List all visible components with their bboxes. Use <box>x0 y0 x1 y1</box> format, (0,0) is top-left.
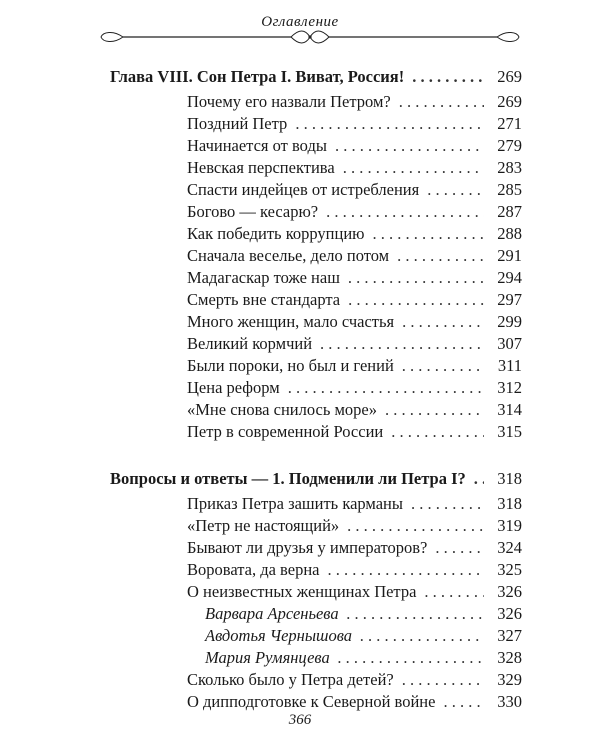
toc-entry-title: Мария Румянцева <box>205 648 330 667</box>
leader-dots <box>385 399 484 420</box>
toc-entry-page: 288 <box>497 224 522 243</box>
leader-dots <box>288 377 484 398</box>
toc-entry-page: 314 <box>497 400 522 419</box>
toc-entry[interactable] <box>187 559 522 580</box>
leader-dots <box>443 691 484 712</box>
toc-entry-title: Великий кормчий <box>187 334 313 353</box>
toc-entry-page: 269 <box>497 92 522 111</box>
toc-entry-title: Богово — кесарю? <box>187 202 319 221</box>
toc-entry-title: «Петр не настоящий» <box>187 516 340 535</box>
toc-entry-page: 311 <box>497 356 522 375</box>
toc-entry-title: «Мне снова снилось море» <box>187 400 377 419</box>
toc-entry-page: 285 <box>497 180 522 199</box>
toc-entry-page: 319 <box>497 516 522 535</box>
toc-entry-page: 291 <box>497 246 522 265</box>
toc-entry-title: Цена реформ <box>187 378 280 397</box>
toc-entry-page: 312 <box>497 378 522 397</box>
toc-entry[interactable] <box>187 493 522 514</box>
toc-entry-page: 287 <box>497 202 522 221</box>
toc-entry[interactable] <box>187 201 522 222</box>
toc-entry-title: Глава VIII. Сон Петра I. Виват, Россия! <box>110 67 405 86</box>
toc-entry-page: 318 <box>497 494 522 513</box>
toc-entry-page: 330 <box>497 692 522 711</box>
toc-entry-title: Начинается от воды <box>187 136 327 155</box>
toc-entry[interactable] <box>187 135 522 156</box>
toc-entry-title: Мадагаскар тоже наш <box>187 268 340 287</box>
leader-dots <box>402 355 484 376</box>
toc-entry-page: 329 <box>497 670 522 689</box>
toc-entry-title: Бывают ли друзья у императоров? <box>187 538 428 557</box>
toc-entry-page: 269 <box>497 67 522 86</box>
toc-entry[interactable] <box>187 669 522 690</box>
toc-subentry[interactable] <box>205 625 522 646</box>
toc-entry[interactable] <box>187 399 522 420</box>
toc-entry-title: Приказ Петра зашить карманы <box>187 494 403 513</box>
running-header: Оглавление <box>261 14 339 30</box>
toc-entry-title: Много женщин, мало счастья <box>187 312 395 331</box>
toc-entry-title: Спасти индейцев от истребления <box>187 180 420 199</box>
toc-entry[interactable] <box>187 113 522 134</box>
toc-entry[interactable] <box>187 267 522 288</box>
leader-dots <box>320 333 484 354</box>
toc-entry[interactable] <box>187 157 522 178</box>
leader-dots <box>435 537 484 558</box>
toc-entry-page: 325 <box>497 560 522 579</box>
page-number: 366 <box>288 712 312 728</box>
leader-dots <box>343 157 484 178</box>
toc-entry[interactable] <box>187 179 522 200</box>
toc-entry[interactable] <box>187 515 522 536</box>
toc-entry-page: 279 <box>497 136 522 155</box>
toc-entry-title: Вопросы и ответы — 1. Подменили ли Петра I? <box>110 469 466 488</box>
toc-entry-title: Почему его назвали Петром? <box>187 92 391 111</box>
toc-entry-page: 299 <box>497 312 522 331</box>
toc-entry-title: Авдотья Чернышова <box>205 626 353 645</box>
toc-entry-page: 318 <box>497 469 522 488</box>
toc-chapter-viii[interactable] <box>110 66 522 87</box>
toc-entry-title: Сначала веселье, дело потом <box>187 246 390 265</box>
leader-dots <box>412 66 484 87</box>
toc-entry-title: Были пороки, но был и гений <box>187 356 394 375</box>
toc-entry-page: 307 <box>497 334 522 353</box>
toc-entry-title: Петр в современной России <box>187 422 384 441</box>
toc-entry[interactable] <box>187 537 522 558</box>
toc-entry[interactable] <box>187 421 522 442</box>
leader-dots <box>391 421 484 442</box>
leader-dots <box>347 603 484 624</box>
toc-entry[interactable] <box>187 311 522 332</box>
toc-entry-title: Варвара Арсеньева <box>205 604 339 623</box>
toc-entry-page: 328 <box>497 648 522 667</box>
toc-entry-page: 294 <box>497 268 522 287</box>
toc-entry[interactable] <box>187 355 522 376</box>
leader-dots <box>402 311 484 332</box>
toc-entry-page: 283 <box>497 158 522 177</box>
leader-dots <box>360 625 484 646</box>
leader-dots <box>347 515 484 536</box>
toc-entry-page: 315 <box>497 422 522 441</box>
leader-dots <box>326 201 484 222</box>
toc-section-qa[interactable] <box>110 468 522 489</box>
leader-dots <box>348 267 484 288</box>
toc-entry[interactable] <box>187 691 522 712</box>
toc-entry-page: 326 <box>497 582 522 601</box>
toc-entry-title: Невская перспектива <box>187 158 335 177</box>
toc-entry[interactable] <box>187 581 522 602</box>
leader-dots <box>338 647 484 668</box>
toc-entry-title: Смерть вне стандарта <box>187 290 341 309</box>
leader-dots <box>424 581 484 602</box>
leader-dots <box>372 223 484 244</box>
header-ornament <box>95 26 525 48</box>
toc-entry-page: 271 <box>497 114 522 133</box>
toc-entry-page: 324 <box>497 538 522 557</box>
toc-entry[interactable] <box>187 333 522 354</box>
toc-entry-title: О дипподготовке к Северной войне <box>187 692 436 711</box>
leader-dots <box>335 135 484 156</box>
leader-dots <box>474 468 484 489</box>
toc-entry-title: Как победить коррупцию <box>187 224 365 243</box>
toc-entry[interactable] <box>187 245 522 266</box>
toc-entry[interactable] <box>187 377 522 398</box>
toc-entry-title: Поздний Петр <box>187 114 288 133</box>
toc-entry-page: 326 <box>497 604 522 623</box>
toc-subentry[interactable] <box>205 647 522 668</box>
toc-entry-page: 327 <box>497 626 522 645</box>
leader-dots <box>399 91 484 112</box>
toc-entry[interactable] <box>187 223 522 244</box>
toc-entry-title: Воровата, да верна <box>187 560 320 579</box>
toc-entry-title: О неизвестных женщинах Петра <box>187 582 417 601</box>
toc-entry-page: 297 <box>497 290 522 309</box>
toc-entry[interactable] <box>187 289 522 310</box>
leader-dots <box>327 559 484 580</box>
leader-dots <box>295 113 484 134</box>
leader-dots <box>427 179 484 200</box>
leader-dots <box>411 493 484 514</box>
toc-subentry[interactable] <box>205 603 522 624</box>
leader-dots <box>348 289 484 310</box>
leader-dots <box>397 245 484 266</box>
toc-entry-title: Сколько было у Петра детей? <box>187 670 394 689</box>
toc-entry[interactable] <box>187 91 522 112</box>
leader-dots <box>402 669 484 690</box>
